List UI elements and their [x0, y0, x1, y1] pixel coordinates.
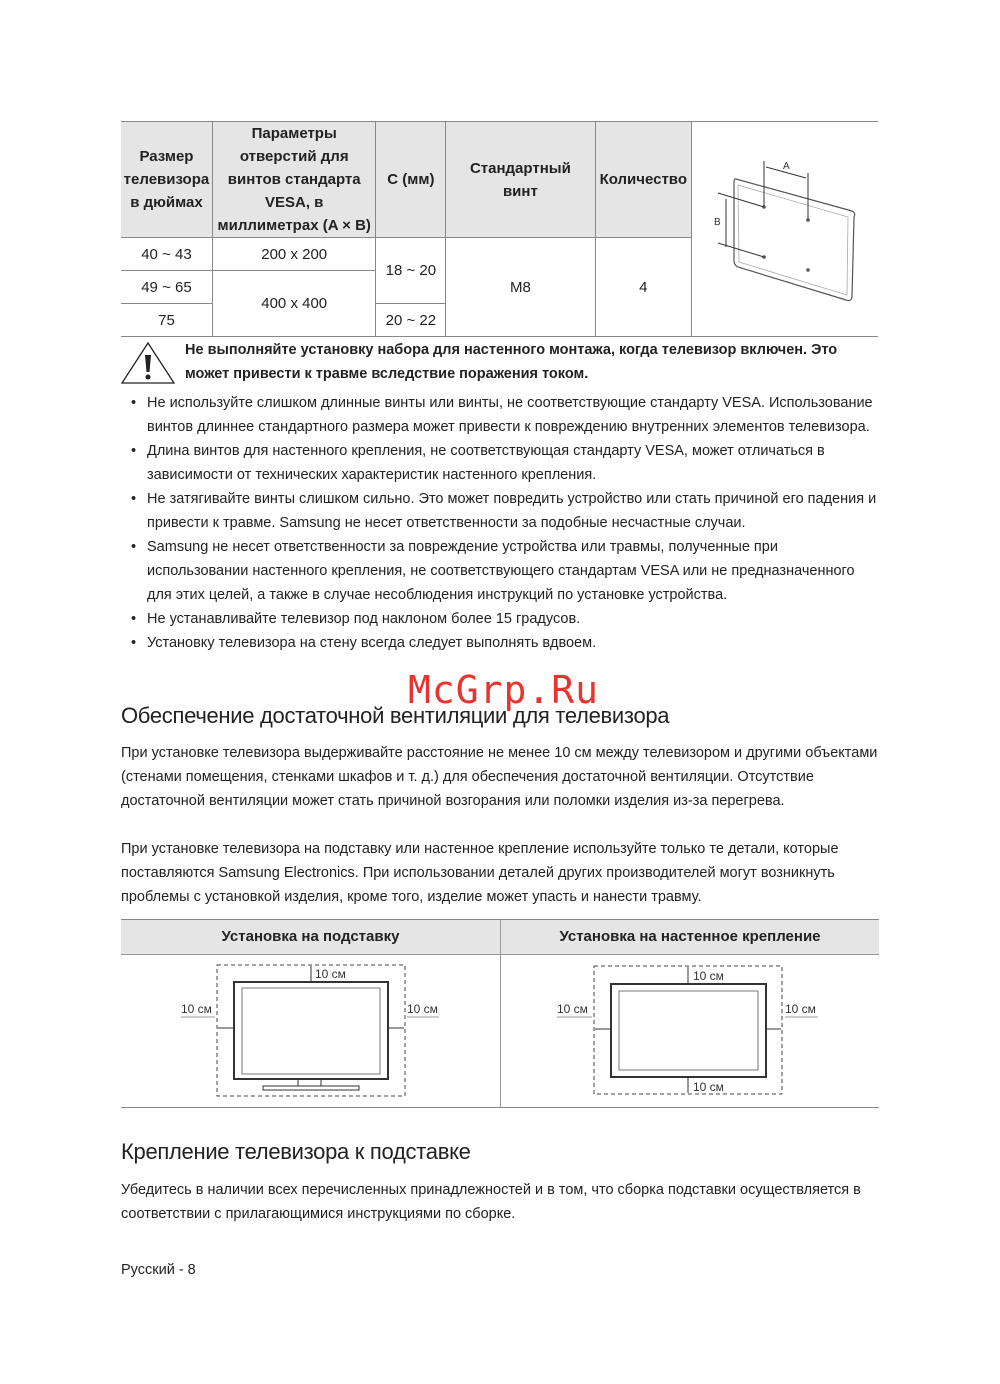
- stand-header: Установка на подставку: [121, 920, 500, 955]
- c-cell: 18 ~ 20: [376, 238, 446, 304]
- gap-left-label: 10 см: [557, 1002, 588, 1016]
- ventilation-paragraph-2: При установке телевизора на подставку или настенное крепление используйте только те детали, которые поставляются Samsung Electronics. При использовании деталей других производителей могут возникнуть проблемы с установкой изделия, кроме того, изделие может упасть и нанести травму.: [121, 841, 839, 905]
- header-screw: Стандартный винт: [446, 122, 595, 238]
- size-cell: 75: [121, 304, 212, 337]
- wall-header: Установка на настенное крепление: [501, 920, 879, 955]
- header-vesa: Параметры отверстий для винтов стандарта VESA, в миллиметрах (A × B): [212, 122, 376, 238]
- vesa-diagram: [692, 122, 879, 337]
- vesa-cell: 400 x 400: [212, 271, 376, 337]
- gap-right-label: 10 см: [407, 1002, 438, 1016]
- list-item: • Не затягивайте винты слишком сильно. Это может повредить устройство или стать причиной его падения и привести к травме. Samsung не несет ответственности за подобные несчастные случаи.: [121, 487, 881, 535]
- warning-text: Не выполняйте установку набора для настенного монтажа, когда телевизор включен. Это может привести к травме вследствие поражения током.: [185, 342, 838, 382]
- page-footer: Русский - 8: [121, 1262, 196, 1278]
- warning-icon: [120, 341, 176, 385]
- stand-diagram: [121, 955, 500, 1107]
- vesa-cell: 200 x 200: [212, 238, 376, 271]
- gap-bottom-label: 10 см: [693, 1080, 724, 1094]
- size-cell: 40 ~ 43: [121, 238, 212, 271]
- list-item: • Samsung не несет ответственности за повреждение устройства или травмы, полученные при использовании настенного крепления, не соответствующего стандартам VESA или не предназначенного для этих целей, а также в случае несоблюдения инструкций по установке устройства.: [121, 535, 881, 607]
- header-size: Размер телевизора в дюймах: [121, 122, 212, 238]
- stand-heading: Крепление телевизора к подставке: [121, 1139, 471, 1164]
- screw-cell: M8: [446, 238, 595, 337]
- label-a: A: [783, 161, 790, 172]
- quantity-cell: 4: [595, 238, 691, 337]
- watermark: McGrp.Ru: [408, 668, 600, 712]
- list-item: • Установку телевизора на стену всегда следует выполнять вдвоем.: [121, 631, 881, 655]
- header-c: C (мм): [376, 122, 446, 238]
- gap-top-label: 10 см: [315, 967, 346, 981]
- ventilation-diagram-table: [121, 919, 879, 1108]
- ventilation-heading: Обеспечение достаточной вентиляции для телевизора: [121, 703, 670, 728]
- ventilation-paragraph-1: При установке телевизора выдерживайте расстояние не менее 10 см между телевизором и другими объектами (стенами помещения, стенками шкафов и т. д.) для обеспечения достаточной вентиляции. Отсутствие достаточной вентиляции может стать причиной возгорания или поломки изделия из-за перегрева.: [121, 745, 878, 809]
- size-cell: 49 ~ 65: [121, 271, 212, 304]
- gap-right-label: 10 см: [785, 1002, 816, 1016]
- header-quantity: Количество: [595, 122, 691, 238]
- vesa-table: [121, 121, 878, 337]
- wall-diagram: [501, 955, 879, 1107]
- label-b: B: [714, 217, 721, 228]
- c-cell: 20 ~ 22: [376, 304, 446, 337]
- stand-paragraph: Убедитесь в наличии всех перечисленных принадлежностей и в том, что сборка подставки осуществляется в соответствии с прилагающимися инструкциями по сборке.: [121, 1182, 861, 1222]
- list-item: • Не устанавливайте телевизор под наклоном более 15 градусов.: [121, 607, 881, 631]
- gap-top-label: 10 см: [693, 969, 724, 983]
- list-item: • Не используйте слишком длинные винты или винты, не соответствующие стандарту VESA. Использование винтов длиннее стандартного размера может привести к повреждению внутренних элементов телевизора.: [121, 391, 881, 439]
- gap-left-label: 10 см: [181, 1002, 212, 1016]
- bullet-list: [121, 391, 881, 655]
- list-item: • Длина винтов для настенного крепления, не соответствующая стандарту VESA, может отличаться в зависимости от технических характеристик настенного крепления.: [121, 439, 881, 487]
